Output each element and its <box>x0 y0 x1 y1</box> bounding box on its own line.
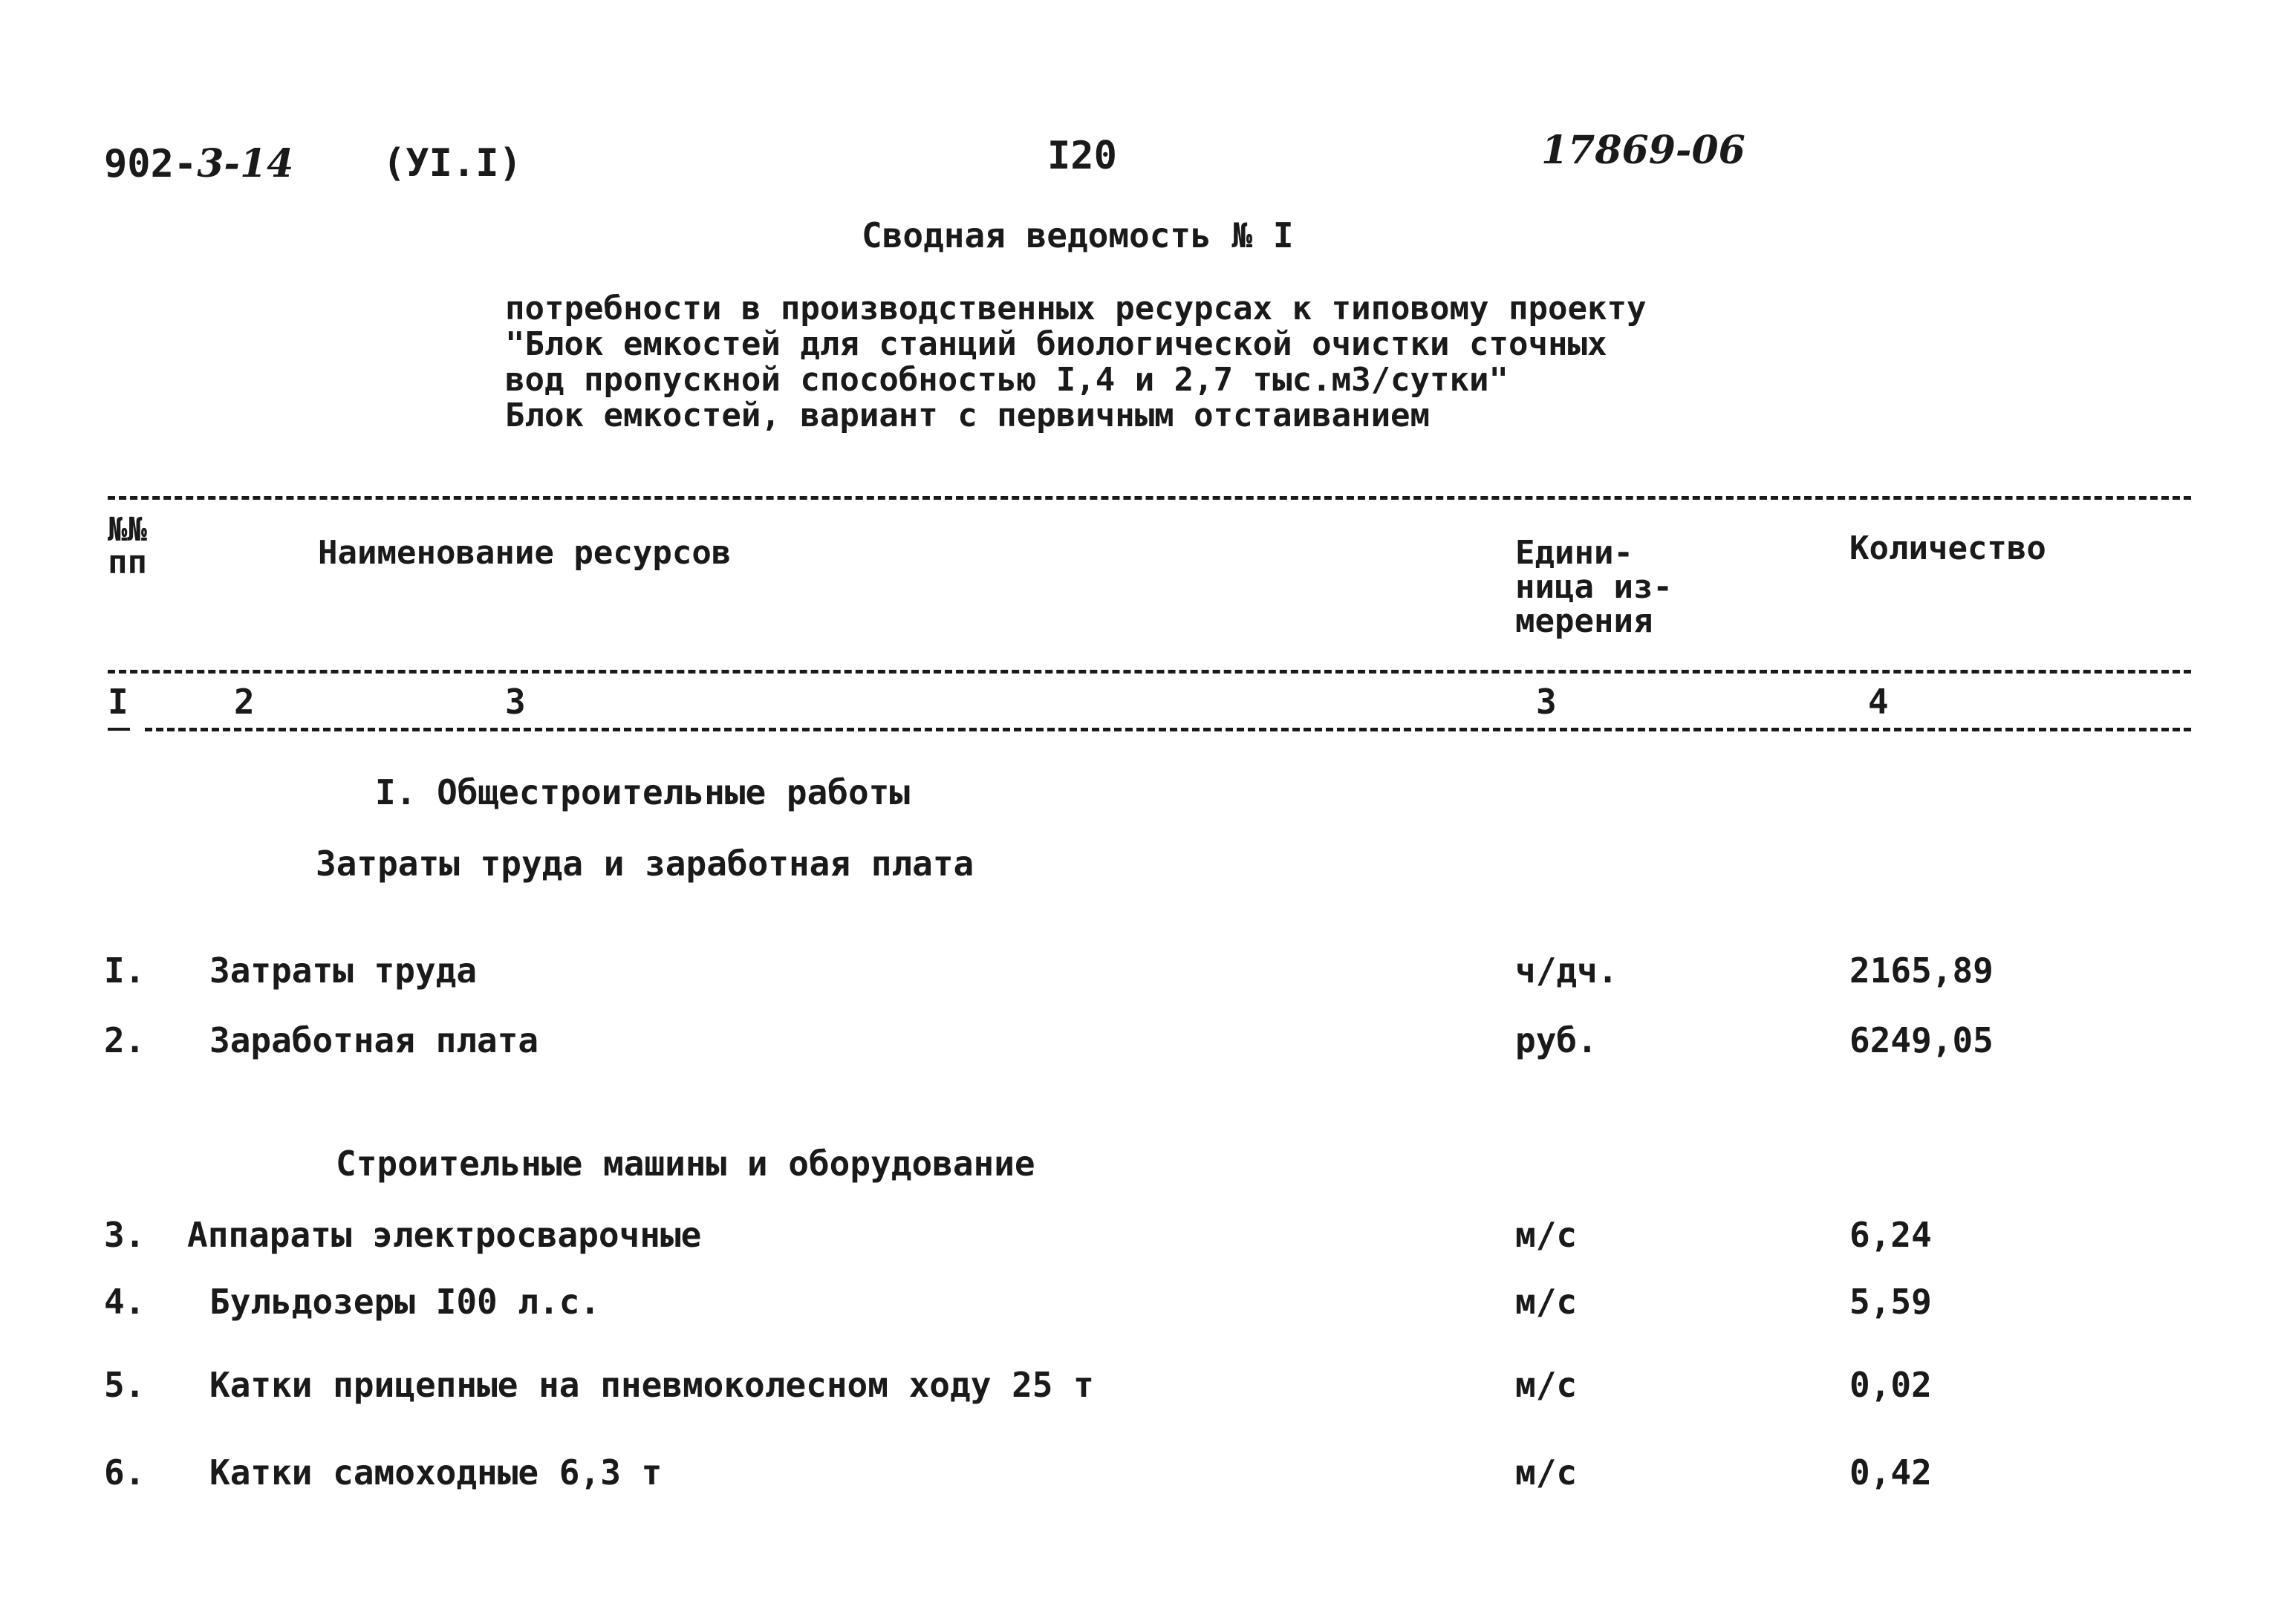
row-number: 4. <box>104 1282 146 1322</box>
row-quantity: 5,59 <box>1849 1282 1932 1322</box>
row-unit: руб. <box>1515 1020 1598 1060</box>
subsection-heading-machines: Строительные машины и оборудование <box>336 1144 1035 1184</box>
row-name: Катки прицепные на пневмоколесном ходу 25 т <box>209 1365 1094 1405</box>
document-code <box>104 141 293 186</box>
row-number: 3. <box>104 1215 146 1255</box>
row-name: Бульдозеры I00 л.с. <box>209 1282 601 1322</box>
row-name: Катки самоходные 6,3 т <box>209 1452 663 1493</box>
section-title: I. Общестроительные работы <box>375 772 911 812</box>
row-unit: м/с <box>1515 1215 1578 1255</box>
row-quantity: 6,24 <box>1849 1215 1932 1255</box>
header-separator-rule <box>108 670 2191 674</box>
row-unit: м/с <box>1515 1452 1578 1493</box>
header-resource-name: Наименование ресурсов <box>318 534 732 572</box>
row-quantity: 6249,05 <box>1849 1020 1994 1060</box>
column-number: I <box>108 682 128 722</box>
row-unit: м/с <box>1515 1282 1578 1322</box>
row-name: Заработная плата <box>209 1020 539 1060</box>
subtitle-line: Блок емкостей, вариант с первичным отстаиванием <box>505 397 1431 434</box>
document-title: Сводная ведомость № I <box>862 215 1294 255</box>
row-number: 5. <box>104 1365 146 1405</box>
subtitle-line: вод пропускной способностью I,4 и 2,7 тыс.м3/сутки" <box>505 361 1509 399</box>
column-number: 3 <box>1536 682 1557 722</box>
row-name: Затраты труда <box>209 950 478 991</box>
subtitle-line: потребности в производственных ресурсах к типовому проекту <box>505 290 1647 327</box>
header-unit: Едини- ница из- мерения <box>1515 534 1673 640</box>
document-part: (УI.I) <box>383 141 522 186</box>
column-number: 3 <box>505 682 526 722</box>
subsection-heading-labor: Затраты труда и заработная плата <box>316 844 974 884</box>
document-code-print: 902- <box>104 142 198 186</box>
document-code-handwritten: 3-14 <box>197 141 294 186</box>
row-name: Аппараты электросварочные <box>187 1215 702 1255</box>
row-quantity: 0,42 <box>1849 1452 1932 1493</box>
inventory-number: 17869-06 <box>1541 128 1745 173</box>
table-top-rule <box>108 496 2191 500</box>
header-quantity: Количество <box>1849 529 2046 567</box>
row-number: 2. <box>104 1020 146 1060</box>
page-number: I20 <box>1047 134 1117 178</box>
row-number: I. <box>104 950 146 991</box>
column-number-underline <box>108 728 130 731</box>
row-quantity: 0,02 <box>1849 1365 1932 1405</box>
column-number-rule <box>145 728 2191 731</box>
column-number: 2 <box>234 682 255 722</box>
row-unit: ч/дч. <box>1515 950 1618 991</box>
row-number: 6. <box>104 1452 146 1493</box>
column-number: 4 <box>1868 682 1889 722</box>
row-quantity: 2165,89 <box>1849 950 1994 991</box>
subtitle-line: "Блок емкостей для станций биологической очистки сточных <box>505 325 1607 363</box>
header-number: №№ пп <box>108 511 147 581</box>
row-unit: м/с <box>1515 1365 1578 1405</box>
